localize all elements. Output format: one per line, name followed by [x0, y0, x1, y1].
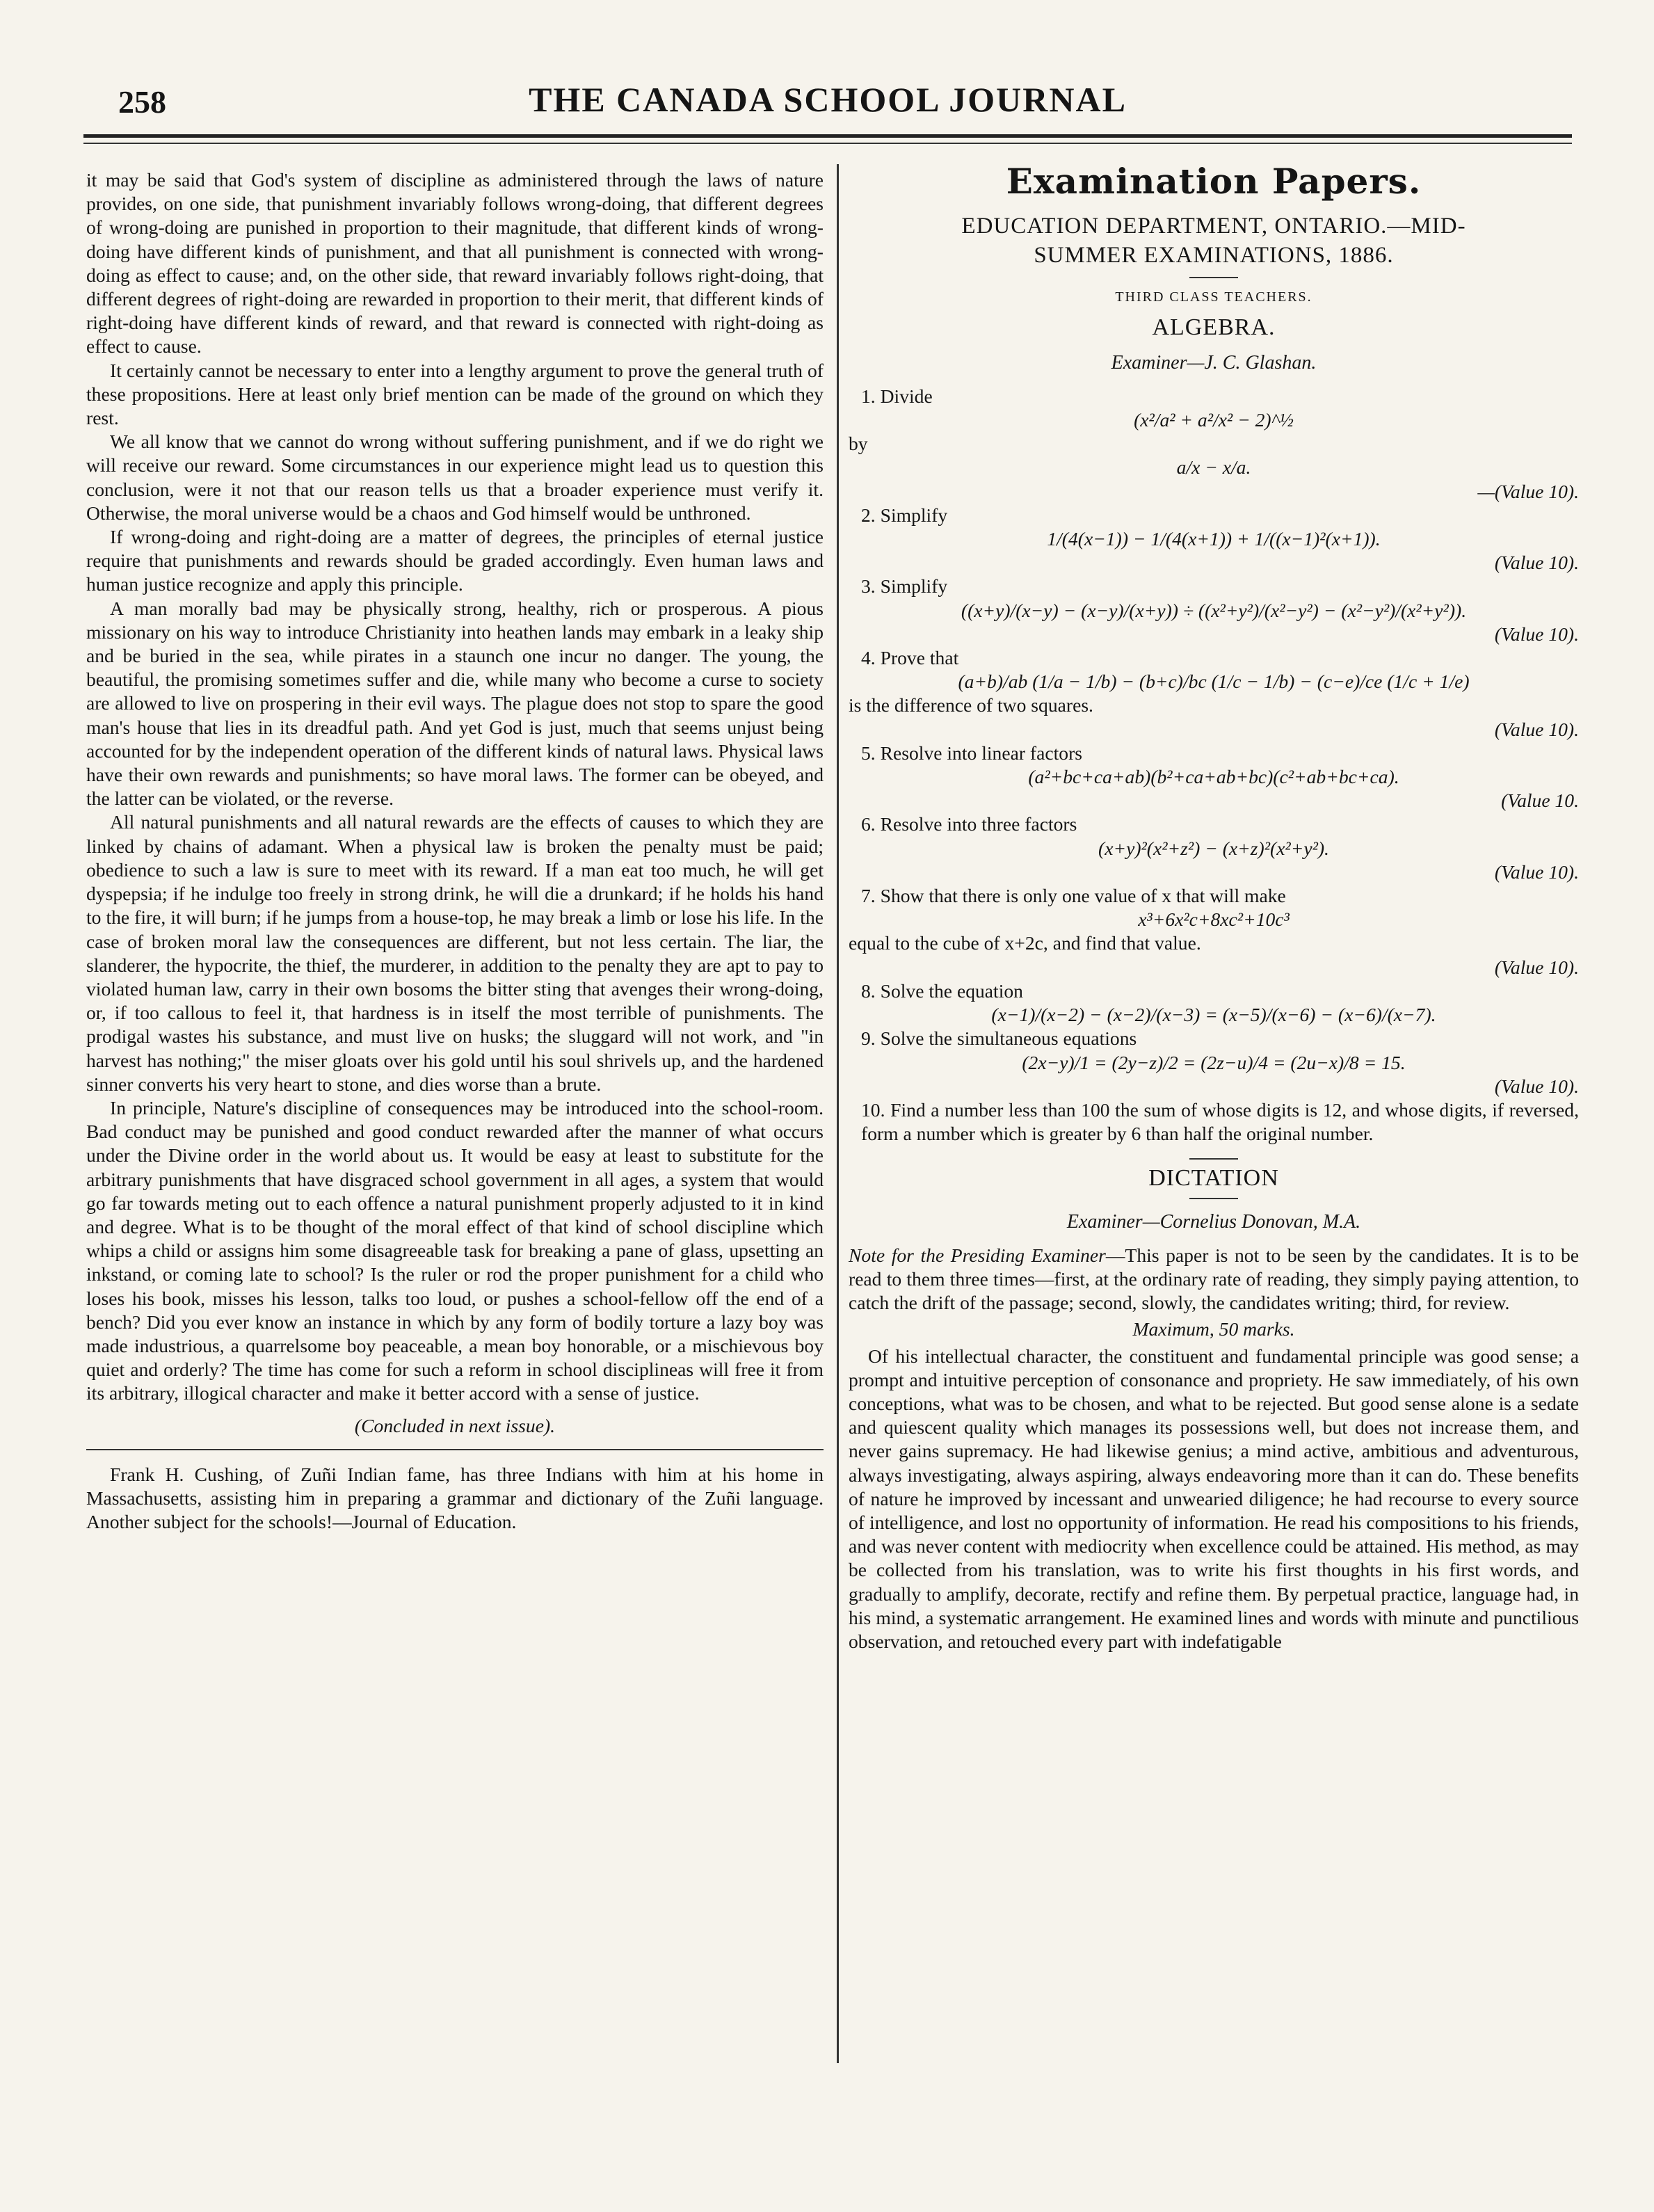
question — [849, 385, 1579, 504]
question-math: (x−1)/(x−2) − (x−2)/(x−3) = (x−5)/(x−6) − (x−6)/(x−7). — [991, 1004, 1436, 1026]
department-line: EDUCATION DEPARTMENT, ONTARIO.—MID- — [961, 214, 1466, 239]
question-text: 4. Prove that — [861, 647, 959, 669]
body-paragraph: it may be said that God's system of discipline as administered through the laws of nature provides, on one side, that punishment invariably follows wrong-doing, that different degrees of wrong-doing are punished in proportion to their magnitude, that different kinds of wrong-doing have different kinds of punishment, and that all punishment is connected with wrong-doing as effect to cause; and, on the other side, that reward invariably follows right-doing, that different degrees of right-doing are rewarded in proportion to their merit, that different kinds of right-doing have different kinds of reward, and that reward is connected with right-doing as effect to cause. — [86, 169, 824, 358]
class-label: THIRD CLASS TEACHERS. — [1115, 289, 1312, 305]
short-rule — [1189, 1158, 1238, 1160]
short-rule — [1189, 277, 1238, 278]
dictation-passage — [849, 1345, 1579, 1654]
page-header — [77, 75, 1579, 124]
body-paragraph: All natural punishments and all natural rewards are the effects of causes to which they are linked by chains of adamant. When a physical law is broken the penalty must be paid; obedience to such a law is sure to meet with its reward. If a man eat too much, he will get dyspepsia; if he indulge too freely in strong drink, he will die a drunkard; if he holds his hand to the fire, it will burn; if he jumps from a house-top, he may break a limb or lose his life. In the case of broken moral law the consequences are different, but not less certain. The liar, the slanderer, the hypocrite, the thief, the murderer, in addition to the penalty they are apt to pay to violated human law, carry in their own bosoms the bitter sting that avenges their wrong-doing, or, if too callous to feel it, that hardness is in itself the most terrible of punishments. The prodigal wastes his substance, and must live on husks; the sluggard will not work, and "in harvest has nothing;" the miser gloats over his gold until his soul shrivels up, and the hardened sinner converts his very heart to stone, and dies worse than a brute. — [86, 811, 824, 1095]
question-math: ((x+y)/(x−y) − (x−y)/(x+y)) ÷ ((x²+y²)/(x²−y²) − (x²−y²)/(x²+y²)). — [961, 599, 1467, 621]
question-value: —(Value 10). — [1477, 480, 1579, 502]
question-value: (Value 10). — [1494, 718, 1579, 740]
question-math: a/x − x/a. — [1176, 456, 1251, 479]
maximum-marks: Maximum, 50 marks. — [1132, 1318, 1295, 1340]
department-line: SUMMER EXAMINATIONS, 1886. — [1034, 243, 1394, 269]
question-text: 7. Show that there is only one value of x that will make — [861, 885, 1286, 907]
question — [849, 884, 1579, 979]
right-column — [849, 161, 1579, 1653]
question-math: (x+y)²(x²+z²) − (x+z)²(x²+y²). — [1098, 837, 1329, 859]
subject-heading: ALGEBRA. — [1152, 314, 1276, 341]
body-paragraph: It certainly cannot be necessary to enter into a lengthy argument to prove the general truth of these propositions. Here at least only brief mention can be made of the ground on which they rest. — [86, 359, 824, 429]
journal-title: THE CANADA SCHOOL JOURNAL — [529, 80, 1127, 119]
short-rule — [1189, 1198, 1238, 1199]
question-text: 3. Simplify — [861, 575, 948, 598]
question-text: 9. Solve the simultaneous equations — [861, 1027, 1137, 1050]
question — [849, 1027, 1579, 1098]
question-continuation: is the difference of two squares. — [849, 694, 1093, 716]
question-text: 8. Solve the equation — [861, 979, 1023, 1002]
question-math: (a+b)/ab (1/a − 1/b) − (b+c)/bc (1/c − 1/b) − (c−e)/ce (1/c + 1/e) — [958, 671, 1470, 693]
question-text: 2. Simplify — [861, 504, 948, 526]
concluded-note: (Concluded in next issue). — [354, 1414, 556, 1436]
question — [849, 1098, 1579, 1146]
examiner-line: Examiner—J. C. Glashan. — [1111, 351, 1317, 374]
passage-text: Of his intellectual character, the constituent and fundamental principle was good sense; a prompt and intuitive perception of consonance and propriety. He saw immediately, of his own conceptions, what was to be chosen, and what to be rejected. But good sense alone is a sedate and quiescent quality which manages its possessions well, but does not increase them, and never gains supremacy. He had likewise genius; a mind active, ambitious and adventurous, always investigating, always aspiring, always endeavoring more than it can do. These benefits of nature he improved by incessant and unwearied diligence; he had recourse to every source of intelligence, and lost no opportunity of information. He read his compositions to his friends, and was never content with mediocrity when excellence could be attained. His method, as may be collected from his translation, was to write his first thoughts in his first words, and gradually to amplify, decorate, rectify and refine them. By perpetual practice, language had, in his mind, a systematic arrangement. He examined lines and words with minute and punctilious observation, and retouched every part with indefatigable — [849, 1345, 1579, 1652]
left-column — [86, 168, 824, 1534]
question — [849, 812, 1579, 884]
examiner-line: Examiner—Cornelius Donovan, M.A. — [1066, 1210, 1361, 1233]
note-label: Note for the Presiding Examiner — [849, 1244, 1106, 1266]
body-paragraph: In principle, Nature's discipline of consequences may be introduced into the school-room. Bad conduct may be punished and good conduct rewarded after the manner of what occurs under the Divine order in the world about us. It would be easy at least to substitute for the arbitrary punishments that have disgraced school government in all ages, a system that would go far towards meting out to each offence a natural punishment properly adjusted to it in kind and degree. What is to be thought of the moral effect of that kind of school discipline which whips a child or assigns him some disagreeable task for breaking a pane of glass, upsetting an inkstand, or coming late to school? Is the ruler or rod the proper punishment for a child who loses his book, misses his lesson, talks too loud, or pushes a school-fellow off the end of a bench? Did you ever know an instance in which by any form of bodily torture a lazy boy was made industrious, a quarrelsome boy peaceable, a mean boy honorable, or a mischievous boy quiet and orderly? The time has come for such a reform in school disciplineas will free it from its arbitrary, illogical character and make it better accord with a sense of justice. — [86, 1096, 824, 1404]
question-value: (Value 10). — [1494, 860, 1579, 883]
subject-heading: DICTATION — [1148, 1165, 1279, 1192]
header-rule-thick — [83, 134, 1572, 138]
body-paragraph: A man morally bad may be physically strong, healthy, rich or prosperous. A pious missionary on his way to introduce Christianity into heathen lands may embark in a leaky ship and be buried in the sea, while pirates in a staunch one incur no danger. The young, the beautiful, the promising sometimes suffer and die, while many who become a curse to society are allowed to live on prospering in their evil ways. The plague does not stop to spare the good man's house that lies in its dreadful path. And yet God is just, much that seems unjust being accounted for by the independent operation of the different kinds of natural laws. Physical laws have their own rewards and punishments; so have moral laws. The former can be obeyed, and the latter can be violated, or the reverse. — [86, 597, 824, 810]
question-value: (Value 10). — [1494, 956, 1579, 978]
section-rule — [86, 1449, 824, 1450]
department-heading — [849, 211, 1579, 270]
question-text: 5. Resolve into linear factors — [861, 742, 1083, 764]
question-value: (Value 10). — [1494, 1075, 1579, 1097]
question-continuation: equal to the cube of x+2c, and find that value. — [849, 932, 1201, 954]
section-title: Examination Papers. — [1006, 161, 1422, 202]
body-paragraph: We all know that we cannot do wrong without suffering punishment, and if we do right we will receive our reward. Some circumstances in our experience might lead us to question this conclusion, were it not that our reason tells us that a broader experience must verify it. Otherwise, the moral universe would be a chaos and God himself would be unthroned. — [86, 431, 824, 524]
question-math: (a²+bc+ca+ab)(b²+ca+ab+bc)(c²+ab+bc+ca). — [1028, 766, 1399, 788]
question-math: (x²/a² + a²/x² − 2)^½ — [1134, 409, 1294, 431]
question-math: (2x−y)/1 = (2y−z)/2 = (2z−u)/4 = (2u−x)/8 = 15. — [1022, 1051, 1406, 1073]
question-math: x³+6x²c+8xc²+10c³ — [1138, 908, 1290, 931]
presiding-note — [849, 1244, 1579, 1315]
question — [849, 742, 1579, 813]
question — [849, 504, 1579, 575]
question — [849, 646, 1579, 742]
question-value: (Value 10). — [1494, 623, 1579, 645]
by-label: by — [849, 433, 868, 455]
body-paragraph: If wrong-doing and right-doing are a matter of degrees, the principles of eternal justice require that punishments and rewards should be graded accordingly. Even human laws and human justice recognize and apply this principle. — [86, 526, 824, 595]
header-rule-thin — [83, 143, 1572, 144]
note-text: —This paper is not to be seen by the candidates. It is to be read to them three times—first, at the ordinary rate of reading, they simply paying attention, to catch the drift of the passage; second, slowly, the candidates writing; third, for review. — [849, 1244, 1579, 1314]
question-math: 1/(4(x−1)) − 1/(4(x+1)) + 1/((x−1)²(x+1)). — [1047, 528, 1381, 550]
question-text: 6. Resolve into three factors — [861, 813, 1077, 835]
column-divider — [837, 164, 839, 2063]
question-value: (Value 10). — [1494, 552, 1579, 574]
question — [849, 575, 1579, 646]
question-value: (Value 10. — [1501, 790, 1579, 812]
page-number: 258 — [118, 84, 166, 120]
question — [849, 979, 1579, 1027]
cushing-note: Frank H. Cushing, of Zuñi Indian fame, has three Indians with him at his home in Massachusetts, assisting him in preparing a grammar and dictionary of the Zuñi language. Another subject for the schools!—Journal of Education. — [86, 1463, 824, 1533]
question-text: 1. Divide — [861, 385, 933, 407]
question-text: 10. Find a number less than 100 the sum of whose digits is 12, and whose digits, if reversed, form a number which is greater by 6 than half the original number. — [861, 1098, 1579, 1145]
